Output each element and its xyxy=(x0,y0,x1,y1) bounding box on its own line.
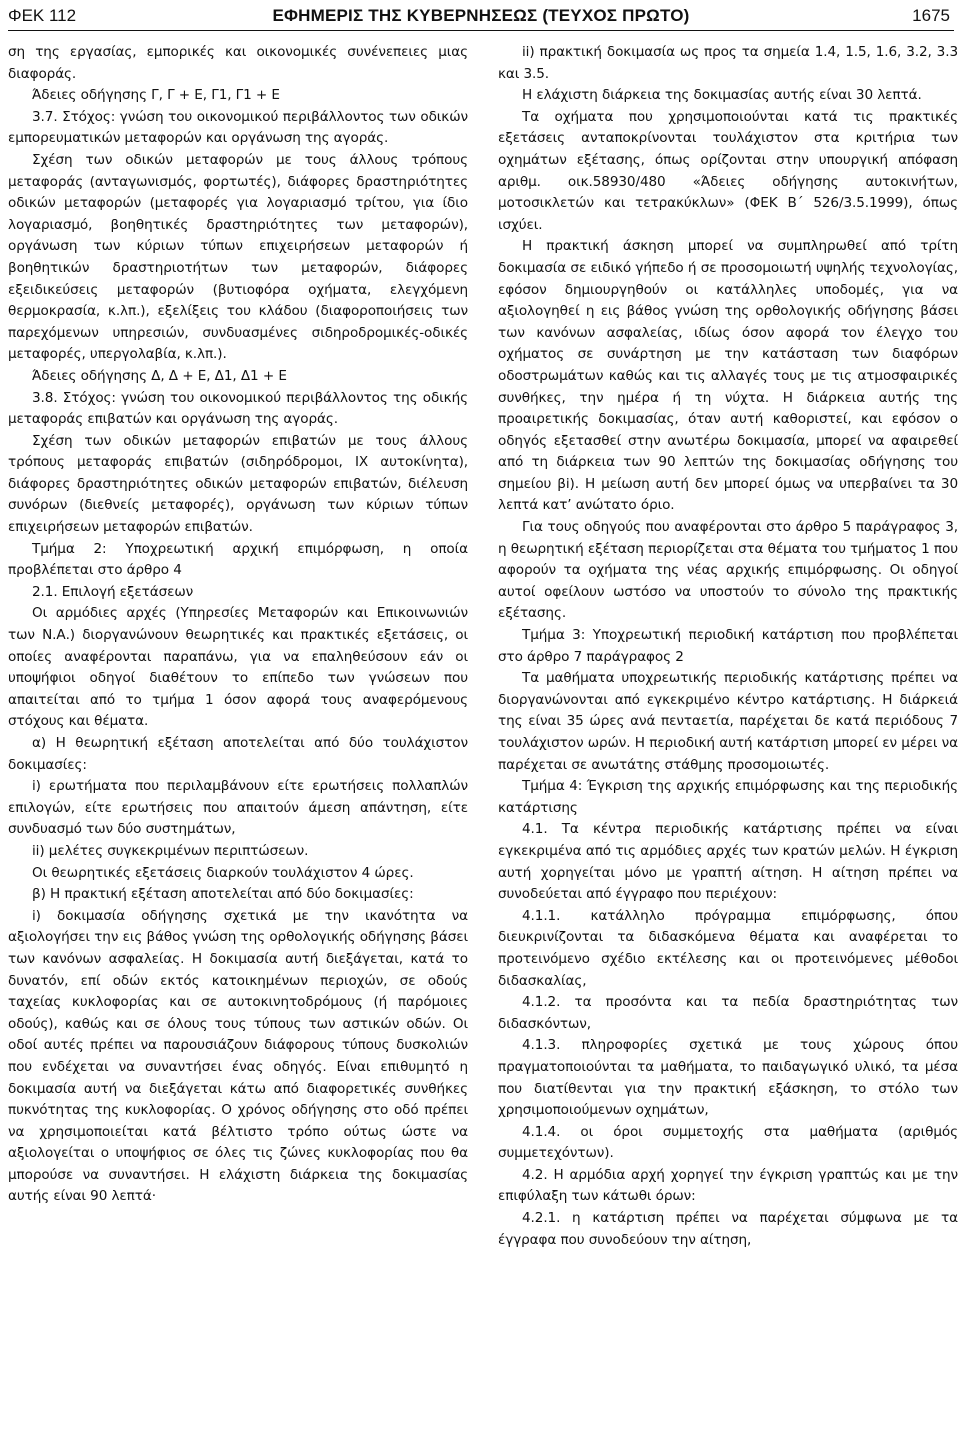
paragraph: Η ελάχιστη διάρκεια της δοκιμασίας αυτής είναι 30 λεπτά. xyxy=(522,87,922,104)
paragraph: i) ερωτήματα που περιλαμβάνουν είτε ερωτήσεις πολλαπλών επιλογών, είτε ερωτήσεις που απαιτούν άμεση απάντηση, είτε συνδυασμό των δύο συστημάτων, xyxy=(8,778,468,838)
paragraph: Τα μαθήματα υποχρεωτικής περιοδικής κατάρτισης πρέπει να διοργανώνονται από εγκεκριμένο κέντρο κατάρτισης. Η διάρκειά της είναι 35 ώρες ανά πενταετία, παρέχεται δε κατά περιόδους 7 τουλάχιστον ωρών. Η περιοδική αυτή κατάρτιση μπορεί εν μέρει να παρέχεται σε ανωτάτης στάθμης προσομοιωτές. xyxy=(498,670,958,773)
paragraph: Οι θεωρητικές εξετάσεις διαρκούν τουλάχιστον 4 ώρες. xyxy=(32,864,414,881)
paragraph: 4.1.3. πληροφορίες σχετικά με τους χώρους όπου πραγματοποιούνται τα μαθήματα, το παιδαγωγικό υλικό, τα μέσα που διατίθενται για την πρακτική εξάσκηση, το στόλο των χρησιμοποιούμενων οχημάτων, xyxy=(498,1037,958,1119)
paragraph: Τα οχήματα που χρησιμοποιούνται κατά τις πρακτικές εξετάσεις ανταποκρίνονται τουλάχιστον στα κριτήρια των οχημάτων εξέτασης, όπως ορίζονται στην υπουργική απόφαση αριθμ. οικ.58930/480 «Άδειες οδήγησης αυτοκινήτων, μοτοσικλετών και τετρακύκλων» (ΦΕΚ Β΄ 526/3.5.1999), όπως ισχύει. xyxy=(498,108,958,233)
paragraph: i) δοκιμασία οδήγησης σχετικά με την ικανότητα να αξιολογήσει την εις βάθος γνώση της ορθολογικής οδήγησης βάσει των κανόνων ασφαλείας. Η δοκιμασία αυτή διεξάγεται, κατά το δυνατόν, επί οδών εκτός κατοικημένων περιοχών, σε οδούς ταχείας κυκλοφορίας και σε αυτοκινητοδρόμους (ή παρόμοιες οδούς), καθώς και σε όλους τους τύπους των αστικών οδών. Οι οδοί αυτές πρέπει να παρουσιάζουν διάφορους τύπους δυσκολιών που ενδέχεται να συναντήσει ένας οδηγός. Είναι επιθυμητό η δοκιμασία αυτή να διεξάγεται κάτω από διαφορετικές συνθήκες πυκνότητας της κυκλοφορίας. Ο χρόνος οδήγησης στο οδό πρέπει να χρησιμοποιείται κατά βέλτιστο τρόπο ούτως ώστε να αξιολογείται ο υποψήφιος σε όλες τις ζώνες κυκλοφορίας που θα μπορούσε να συναντήσει. Η ελάχιστη διάρκεια της δοκιμασίας αυτής είναι 90 λεπτά· xyxy=(8,907,468,1205)
paragraph: 4.1.4. οι όροι συμμετοχής στα μαθήματα (αριθμός συμμετεχόντων). xyxy=(498,1123,958,1162)
page-header xyxy=(8,4,954,31)
paragraph: Σχέση των οδικών μεταφορών επιβατών με τους άλλους τρόπους μεταφοράς επιβατών (σιδηρόδρομοι, ΙΧ αυτοκίνητα), διάφορες δραστηριότητες οδικών μεταφορών επιβατών, διέλευση συνόρων (διεθνείς μεταφορές), οργάνωση των κύριων τύπων επιχειρήσεων μεταφορών επιβατών. xyxy=(8,432,468,536)
paragraph: Η πρακτική άσκηση μπορεί να συμπληρωθεί από τρίτη δοκιμασία σε ειδικό γήπεδο ή σε προσομοιωτή υψηλής τεχνολογίας, εφόσον δημιουργηθούν οι κατάλληλες υποδομές, για να αξιολογηθεί η εις βάθος γνώση της ορθολογικής οδήγησης βάσει των κανόνων ασφαλείας, ιδίως όσον αφορά τον έλεγχο του οχήματος σε συνάρτηση με την κατάσταση των διαφόρων οδοστρωμάτων καθώς και τις αλλαγές τους με τις ατμοσφαιρικές συνθήκες, την ημέρα ή τη νύχτα. Η διάρκεια αυτής της προαιρετικής δοκιμασίας, όταν αυτή καθοριστεί, και εφόσον ο οδηγός εξετασθεί στην ανωτέρω δοκιμασία, μπορεί να αφαιρεθεί από τη διάρκεια των 90 λεπτών της δοκιμασίας οδήγησης του σημείου βi). Η μείωση αυτή δεν μπορεί όμως να υπερβαίνει τα 30 λεπτά κατ’ ανώτατο όριο. xyxy=(498,238,958,514)
gazette-title: ΕΦΗΜΕΡΙΣ ΤΗΣ ΚΥΒΕΡΝΗΣΕΩΣ (ΤΕΥΧΟΣ ΠΡΩΤΟ) xyxy=(272,6,690,25)
page-number: 1675 xyxy=(912,6,950,25)
paragraph: Άδειες οδήγησης Δ, Δ + Ε, Δ1, Δ1 + Ε xyxy=(32,367,287,384)
paragraph: 3.7. Στόχος: γνώση του οικονομικού περιβάλλοντος των οδικών εμπορευματικών μεταφορών και οργάνωση της αγοράς. xyxy=(8,108,468,147)
paragraph: α) Η θεωρητική εξέταση αποτελείται από δύο τουλάχιστον δοκιμασίες: xyxy=(8,735,468,773)
paragraph: 4.2. Η αρμόδια αρχή χορηγεί την έγκριση γραπτώς και με την επιφύλαξη των κάτωθι όρων: xyxy=(498,1166,958,1205)
paragraph: ii) πρακτική δοκιμασία ως προς τα σημεία 1.4, 1.5, 1.6, 3.2, 3.3 και 3.5. xyxy=(498,44,958,82)
left-column xyxy=(8,42,468,1424)
paragraph: Άδειες οδήγησης Γ, Γ + Ε, Γ1, Γ1 + Ε xyxy=(32,87,280,104)
paragraph: 3.8. Στόχος: γνώση του οικονομικού περιβάλλοντος της οδικής μεταφοράς επιβατών και οργάνωση της αγοράς. xyxy=(8,389,468,428)
paragraph: 4.1.2. τα προσόντα και τα πεδία δραστηριότητας των διδασκόντων, xyxy=(498,994,958,1032)
paragraph: ii) μελέτες συγκεκριμένων περιπτώσεων. xyxy=(32,842,309,859)
paragraph: Σχέση των οδικών μεταφορών με τους άλλους τρόπους μεταφοράς (ανταγωνισμός, φορτωτές), διάφορες δραστηριότητες οδικών μεταφορών (μεταφορές για λογαριασμό τρίτου, για ίδιο λογαριασμό, βοηθητικές δραστηριότητες των μεταφορών), οργάνωση των κύριων τύπων επιχειρήσεων μεταφορών ή βοηθητικών δραστηριοτήτων των μεταφορών, διάφορες εξειδικεύσεις μεταφορών (βυτιοφόρα οχήματα, ελεγχόμενη θερμοκρασία, κ.λπ.), εξελίξεις του κλάδου (διαφοροποιήσεις των παρεχόμενων υπηρεσιών, συνδυασμένες σιδηροδρομικές-οδικές μεταφορές, υπεργολαβία, κ.λπ.). xyxy=(8,151,468,363)
section-heading: Τμήμα 2: Υποχρεωτική αρχική επιμόρφωση, η οποία προβλέπεται στο άρθρο 4 xyxy=(8,540,468,579)
paragraph: 2.1. Επιλογή εξετάσεων xyxy=(32,583,194,600)
paragraph: 4.1.1. κατάλληλο πρόγραμμα επιμόρφωσης, όπου διευκρινίζονται τα διδασκόμενα θέματα και αναφέρεται το προτεινόμενο σχέδιο εκτέλεσης και οι προτεινόμενες μέθοδοι διδασκαλίας, xyxy=(498,907,958,989)
paragraph: 4.2.1. η κατάρτιση πρέπει να παρέχεται σύμφωνα με τα έγγραφα που συνοδεύουν την αίτηση, xyxy=(498,1210,958,1248)
section-heading: Τμήμα 4: Έγκριση της αρχικής επιμόρφωσης και της περιοδικής κατάρτισης xyxy=(498,778,958,816)
paragraph: Οι αρμόδιες αρχές (Υπηρεσίες Μεταφορών και Επικοινωνιών των Ν.Α.) διοργανώνουν θεωρητικές και πρακτικές εξετάσεις, οι οποίες αναφέρονται παραπάνω, για να επαληθεύσουν εάν οι υποψήφιοι οδηγοί διαθέτουν το επίπεδο των γνώσεων που απαιτείται από το τμήμα 1 όσον αφορά τους αναφερόμενους στόχους και θέματα. xyxy=(8,605,468,730)
paragraph: 4.1. Τα κέντρα περιοδικής κατάρτισης πρέπει να είναι εγκεκριμένα από τις αρμόδιες αρχές των κρατών μελών. Η έγκριση αυτή χορηγείται μόνο με γραπτή αίτηση. Η αίτηση πρέπει να συνοδεύεται από έγγραφο που περιέχουν: xyxy=(498,821,958,903)
paragraph: ση της εργασίας, εμπορικές και οικονομικές συνένεπειες μιας διαφοράς. xyxy=(8,44,468,82)
text-columns xyxy=(8,42,958,1424)
issue-number: ΦΕΚ 112 xyxy=(8,6,77,25)
right-column xyxy=(498,42,958,1424)
section-heading: Τμήμα 3: Υποχρεωτική περιοδική κατάρτιση που προβλέπεται στο άρθρο 7 παράγραφος 2 xyxy=(498,627,958,665)
paragraph: Για τους οδηγούς που αναφέρονται στο άρθρο 5 παράγραφος 3, η θεωρητική εξέταση περιορίζεται στα θέματα του τμήματος 1 που αφορούν τα οχήματα της νέας αρχικής επιμόρφωσης. Οι οδηγοί αυτοί οφείλουν ωστόσο να υποστούν το σύνολο της πρακτικής εξέτασης. xyxy=(498,519,958,622)
gazette-page xyxy=(8,4,958,1424)
paragraph: β) Η πρακτική εξέταση αποτελείται από δύο δοκιμασίες: xyxy=(32,886,414,903)
